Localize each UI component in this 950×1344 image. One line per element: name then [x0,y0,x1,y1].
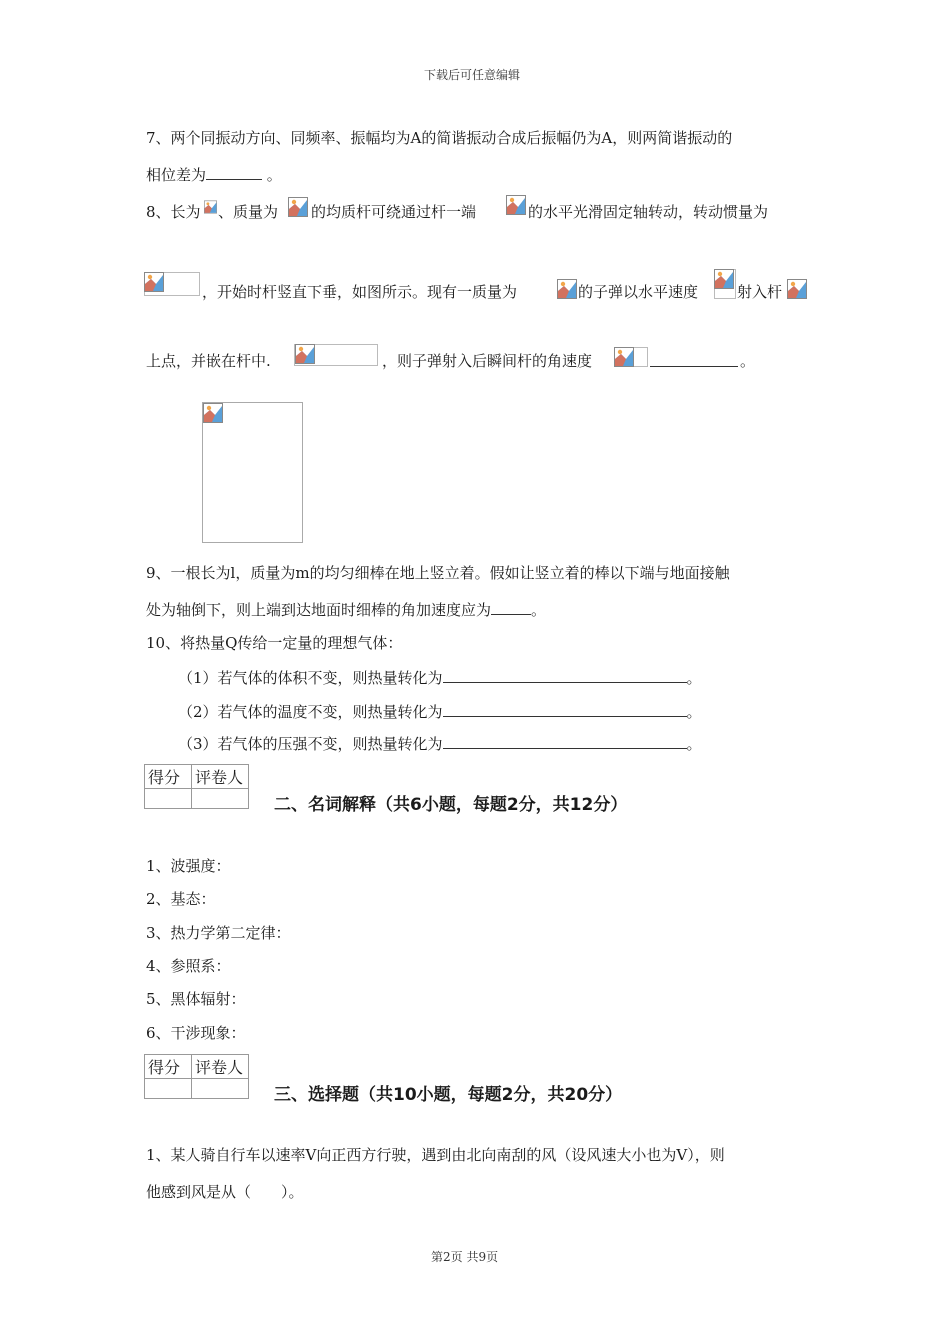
q9-line1: 9、一根长为l，质量为m的均匀细棒在地上竖立着。假如让竖立着的棒以下端与地面接触 [146,564,730,582]
score-label: 得分 [145,1055,192,1079]
score-cell [145,1079,192,1099]
grader-label: 评卷人 [192,765,249,789]
q8-p9: ，则子弹射入后瞬间杆的角速度 [382,352,593,370]
q10-answer-blank [443,701,687,717]
q8-p3: 的均质杆可绕通过杆一端 [311,203,477,221]
broken-image-icon [288,197,308,217]
mc-q1-line1: 1、某人骑自行车以速率V向正西方行驶，遇到由北向南刮的风（设风速大小也为V），则 [146,1146,725,1164]
q10-item-1: （1）若气体的体积不变，则热量转化为 。 [178,669,702,687]
page-number: 第2页 共9页 [431,1250,499,1264]
grader-cell [192,789,249,809]
q8-p10: 。 [740,352,756,370]
term-item: 6、干涉现象： [146,1024,246,1042]
score-cell [145,789,192,809]
q10-answer-blank [443,733,687,749]
broken-image-icon [614,347,634,367]
term-item: 5、黑体辐射： [146,990,246,1008]
score-table [144,1054,249,1099]
q8-p4: 的水平光滑固定轴转动，转动惯量为 [528,203,769,221]
grader-label: 评卷人 [192,1055,249,1079]
q8-p6: 的子弹以水平速度 [578,283,699,301]
broken-image-icon [714,269,734,289]
term-item: 2、基态： [146,890,216,908]
section2-title: 二、名词解释（共6小题，每题2分，共12分） [274,795,628,815]
broken-image-icon [506,195,526,215]
q8-p7: 射入杆 [737,283,783,301]
mc-q1-line2: 他感到风是从（ ）。 [146,1183,304,1201]
q8-p5: ，开始时杆竖直下垂，如图所示。现有一质量为 [202,283,518,301]
section3-title: 三、选择题（共10小题，每题2分，共20分） [274,1085,623,1105]
broken-image-icon [144,272,164,292]
q7-line2: 相位差为 。 [146,166,282,184]
header-note: 下载后可任意编辑 [424,68,521,82]
broken-image-icon [787,279,807,299]
q10-stem: 10、将热量Q传给一定量的理想气体： [146,634,403,652]
broken-image-icon [203,403,223,423]
q9-answer-blank [491,599,531,615]
term-item: 3、热力学第二定律： [146,924,291,942]
score-table [144,764,249,809]
q7-line1: 7、两个同振动方向、同频率、振幅均为A的简谐振动合成后振幅仍为A，则两简谐振动的 [146,129,733,147]
q8-p2: 、质量为 [218,203,279,221]
figure-image-placeholder [202,402,303,543]
q7-answer-blank [206,164,262,180]
q10-item-3: （3）若气体的压强不变，则热量转化为 。 [178,735,702,753]
score-label: 得分 [145,765,192,789]
q8-p1: 8、长为 [146,203,201,221]
q8-answer-blank [650,351,738,367]
q9-line2: 处为轴倒下，则上端到达地面时细棒的角加速度应为 。 [146,601,547,619]
broken-image-icon [204,197,217,217]
broken-image-icon [295,344,315,364]
grader-cell [192,1079,249,1099]
broken-image-icon [557,279,577,299]
q10-answer-blank [443,667,687,683]
q10-item-2: （2）若气体的温度不变，则热量转化为 。 [178,703,702,721]
term-item: 1、波强度： [146,857,231,875]
term-item: 4、参照系： [146,957,231,975]
q8-p8: 上点，并嵌在杆中. [146,352,271,370]
